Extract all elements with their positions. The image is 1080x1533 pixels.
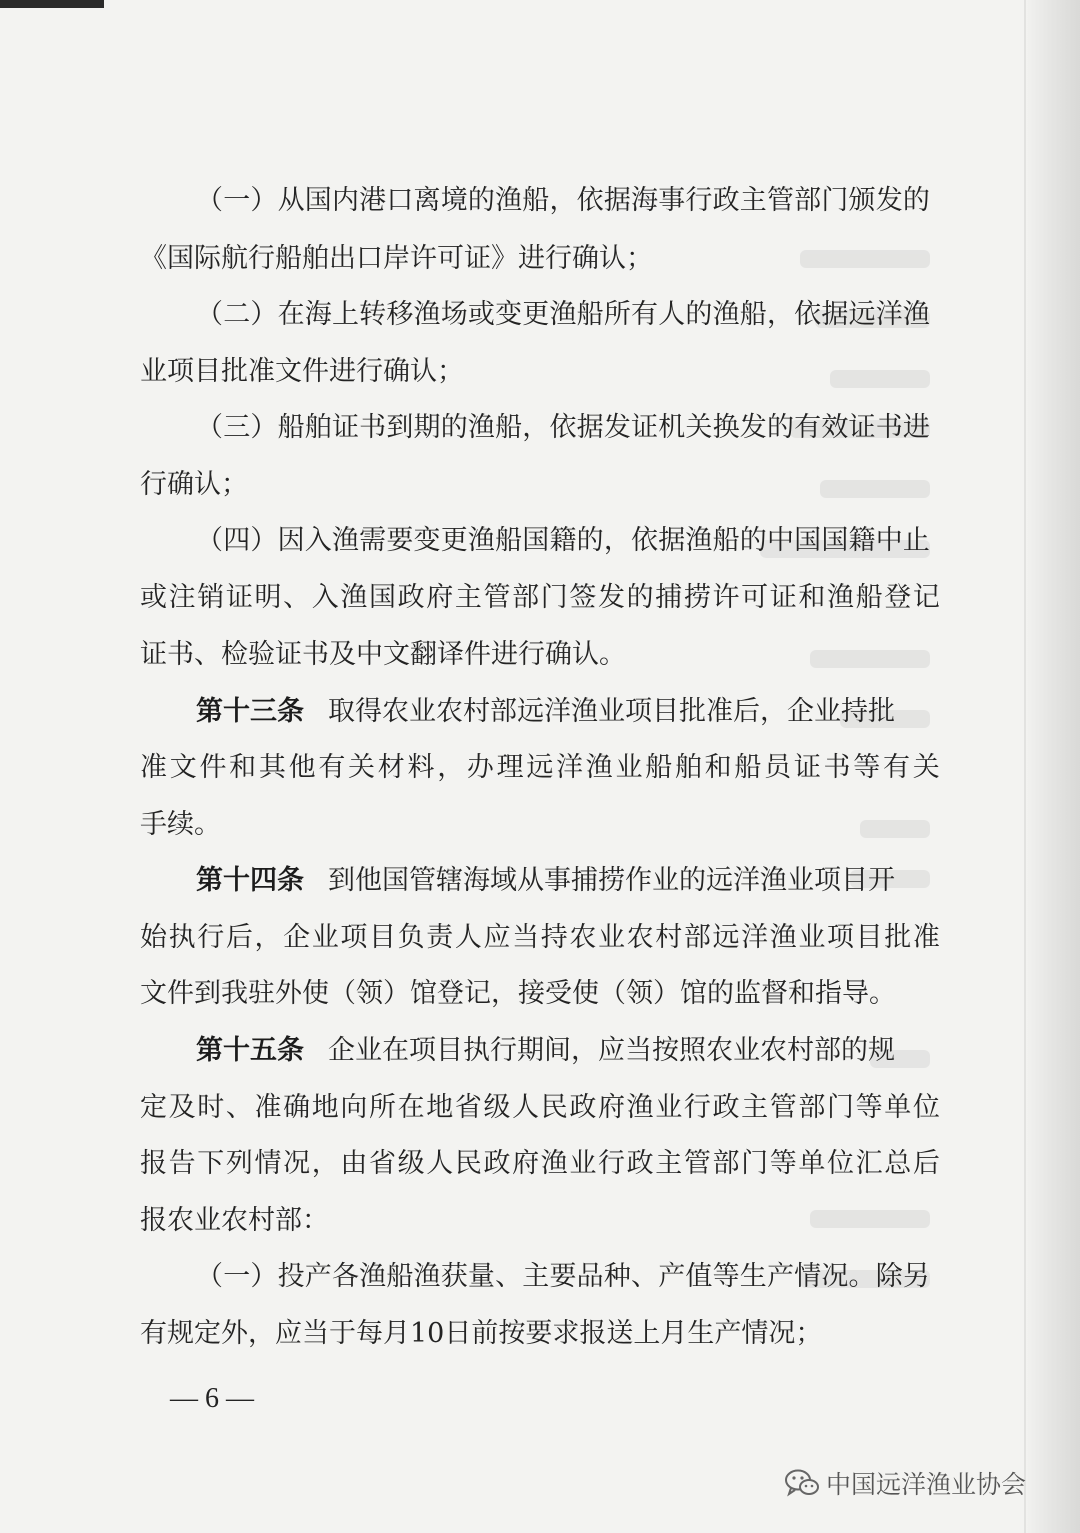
article-15-heading: 第十五条 bbox=[196, 1035, 304, 1066]
article-15-line-2 bbox=[140, 1085, 940, 1131]
text-line-content: 证书、检验证书及中文翻译件进行确认。 bbox=[140, 639, 626, 670]
text-line bbox=[196, 518, 930, 564]
page-edge-line bbox=[1024, 0, 1026, 1533]
scan-corner-mark bbox=[0, 0, 104, 8]
text-line-content: 报 告 下 列 情 况 ， 由 省 级 人 民 政 府 渔 业 行 政 主 管 部 门 等 单 位 汇 总 后 bbox=[140, 1148, 940, 1179]
text-line bbox=[140, 632, 940, 678]
watermark-text: 中国远洋渔业协会 bbox=[826, 1470, 1027, 1499]
article-13-heading: 第十三条 bbox=[196, 696, 304, 727]
article-14-text: 到他国管辖海域从事捕捞作业的远洋渔业项目开 bbox=[328, 865, 895, 896]
page-number: — 6 — bbox=[170, 1383, 254, 1414]
article-15-line-4 bbox=[140, 1198, 940, 1244]
text-line bbox=[140, 236, 940, 282]
text-line-content: 文件到我驻外使（领）馆登记，接受使（领）馆的监督和指导。 bbox=[140, 978, 896, 1009]
text-line bbox=[196, 178, 930, 224]
text-line-content: （ 一 ） 从 国 内 港 口 离 境 的 渔 船 ， 依 据 海 事 行 政 主 管 部 门 颁 发 的 bbox=[196, 185, 930, 216]
text-line-content: 《国际航行船舶出口岸许可证》进行确认； bbox=[140, 243, 653, 274]
article-13-line-2 bbox=[140, 745, 940, 791]
text-line-content: （ 三 ） 船 舶 证 书 到 期 的 渔 船 ， 依 据 发 证 机 关 换 发 的 有 效 证 书 进 bbox=[196, 412, 930, 443]
text-line-content: 准 文 件 和 其 他 有 关 材 料 ， 办 理 远 洋 渔 业 船 舶 和 船 员 证 书 等 有 关 bbox=[140, 752, 940, 783]
text-line bbox=[196, 292, 930, 338]
article-13-text: 取得农业农村部远洋渔业项目批准后，企业持批 bbox=[328, 696, 895, 727]
text-line-content: 有规定外，应当于每月10日前按要求报送上月生产情况； bbox=[140, 1318, 823, 1349]
text-line-content: 报农业农村部： bbox=[140, 1205, 329, 1236]
text-line-content: 业项目批准文件进行确认； bbox=[140, 356, 464, 387]
text-line-content: （ 四 ） 因 入 渔 需 要 变 更 渔 船 国 籍 的 ， 依 据 渔 船 的 中 国 国 籍 中 止 bbox=[196, 525, 930, 556]
article-15-line-3 bbox=[140, 1141, 940, 1187]
wechat-icon bbox=[784, 1468, 820, 1498]
text-line bbox=[140, 349, 940, 395]
article-13-line-3 bbox=[140, 802, 940, 848]
article-14-line-2 bbox=[140, 915, 940, 961]
text-line bbox=[196, 405, 930, 451]
article-14-line-1 bbox=[196, 858, 930, 904]
text-line-content: （ 二 ） 在 海 上 转 移 渔 场 或 变 更 渔 船 所 有 人 的 渔 船 ， 依 据 远 洋 渔 bbox=[196, 299, 930, 330]
article-14-line-3 bbox=[140, 971, 940, 1017]
text-line-content: 定 及 时 、 准 确 地 向 所 在 地 省 级 人 民 政 府 渔 业 行 政 主 管 部 门 等 单 位 bbox=[140, 1092, 940, 1123]
text-line-content: 行确认； bbox=[140, 469, 248, 500]
text-line bbox=[140, 462, 940, 508]
text-line-content: 始 执 行 后 ， 企 业 项 目 负 责 人 应 当 持 农 业 农 村 部 远 洋 渔 业 项 目 批 准 bbox=[140, 922, 940, 953]
article-13-line-1 bbox=[196, 689, 930, 735]
watermark bbox=[784, 1463, 1026, 1503]
page-edge-shadow bbox=[1024, 0, 1080, 1533]
text-line-content: 手续。 bbox=[140, 809, 221, 840]
text-line-content: （ 一 ） 投 产 各 渔 船 渔 获 量 、 主 要 品 种 、 产 值 等 生 产 情 况 。 除 另 bbox=[196, 1261, 930, 1292]
text-line bbox=[140, 575, 940, 621]
article-14-heading: 第十四条 bbox=[196, 865, 304, 896]
article-15-item-1-line-1 bbox=[196, 1254, 930, 1300]
article-15-text: 企业在项目执行期间，应当按照农业农村部的规 bbox=[328, 1035, 895, 1066]
article-15-line-1 bbox=[196, 1028, 930, 1074]
text-line-content: 或 注 销 证 明 、 入 渔 国 政 府 主 管 部 门 签 发 的 捕 捞 许 可 证 和 渔 船 登 记 bbox=[140, 582, 940, 613]
article-15-item-1-line-2 bbox=[140, 1311, 940, 1357]
